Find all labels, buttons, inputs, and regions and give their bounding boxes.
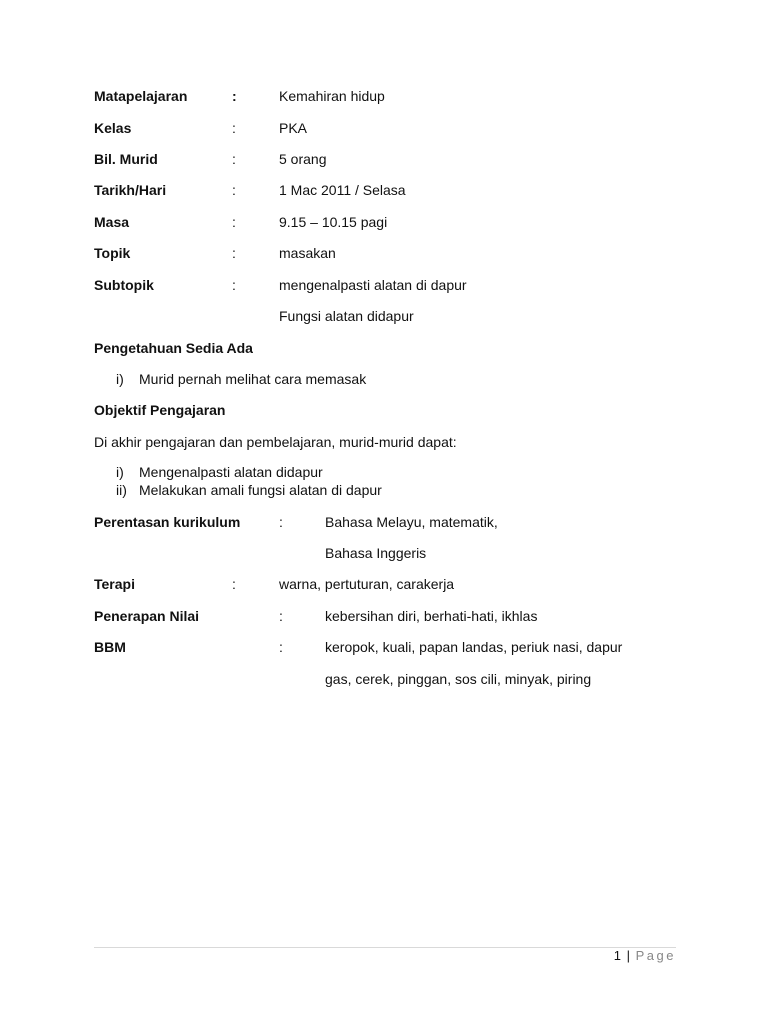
field-value-masa: 9.15 – 10.15 pagi xyxy=(279,214,388,230)
field-colon: : xyxy=(232,88,237,104)
field-label-nilai: Penerapan Nilai xyxy=(94,608,200,624)
field-value-nilai: kebersihan diri, berhati-hati, ikhlas xyxy=(325,608,538,624)
field-label-terapi: Terapi xyxy=(94,576,135,592)
field-value-perentasan-2: Bahasa Inggeris xyxy=(325,545,427,561)
field-value-subtopik-2: Fungsi alatan didapur xyxy=(279,308,414,324)
section-heading-objektif: Objektif Pengajaran xyxy=(94,402,226,418)
field-colon: : xyxy=(232,277,236,293)
footer-divider xyxy=(94,947,676,948)
field-colon: : xyxy=(232,182,236,198)
field-colon: : xyxy=(279,639,283,655)
list-item: Mengenalpasti alatan didapur xyxy=(139,464,323,480)
field-label-bbm: BBM xyxy=(94,639,126,655)
field-colon: : xyxy=(232,120,236,136)
field-label-topik: Topik xyxy=(94,245,131,261)
field-label-bil-murid: Bil. Murid xyxy=(94,151,158,167)
list-marker: ii) xyxy=(116,482,127,498)
field-colon: : xyxy=(232,576,236,592)
field-colon: : xyxy=(279,608,283,624)
field-value-topik: masakan xyxy=(279,245,336,261)
field-label-kelas: Kelas xyxy=(94,120,132,136)
page-separator: | xyxy=(626,948,630,963)
field-label-matapelajaran: Matapelajaran xyxy=(94,88,188,104)
field-value-subtopik: mengenalpasti alatan di dapur xyxy=(279,277,467,293)
field-value-perentasan: Bahasa Melayu, matematik, xyxy=(325,514,498,530)
field-label-subtopik: Subtopik xyxy=(94,277,154,293)
field-value-bbm: keropok, kuali, papan landas, periuk nasi, dapur xyxy=(325,639,623,655)
field-colon: : xyxy=(232,151,236,167)
field-value-kelas: PKA xyxy=(279,120,308,136)
list-marker: i) xyxy=(116,371,124,387)
field-label-masa: Masa xyxy=(94,214,130,230)
list-item: Murid pernah melihat cara memasak xyxy=(139,371,367,387)
field-value-matapelajaran: Kemahiran hidup xyxy=(279,88,385,104)
field-label-perentasan: Perentasan kurikulum xyxy=(94,514,241,530)
page-number: 1 xyxy=(613,948,621,963)
list-marker: i) xyxy=(116,464,124,480)
field-value-bil-murid: 5 orang xyxy=(279,151,327,167)
field-value-bbm-2: gas, cerek, pinggan, sos cili, minyak, piring xyxy=(325,671,592,687)
objektif-intro: Di akhir pengajaran dan pembelajaran, murid-murid dapat: xyxy=(94,434,457,450)
field-colon: : xyxy=(232,214,236,230)
section-heading-pengetahuan: Pengetahuan Sedia Ada xyxy=(94,340,253,356)
field-colon: : xyxy=(232,245,236,261)
list-item: Melakukan amali fungsi alatan di dapur xyxy=(139,482,382,498)
page-label: Page xyxy=(635,948,676,963)
field-value-tarikh-hari: 1 Mac 2011 / Selasa xyxy=(279,182,406,198)
field-value-terapi: warna, pertuturan, carakerja xyxy=(279,576,455,592)
page-footer xyxy=(614,948,676,964)
field-label-tarikh-hari: Tarikh/Hari xyxy=(94,182,167,198)
field-colon: : xyxy=(279,514,283,530)
